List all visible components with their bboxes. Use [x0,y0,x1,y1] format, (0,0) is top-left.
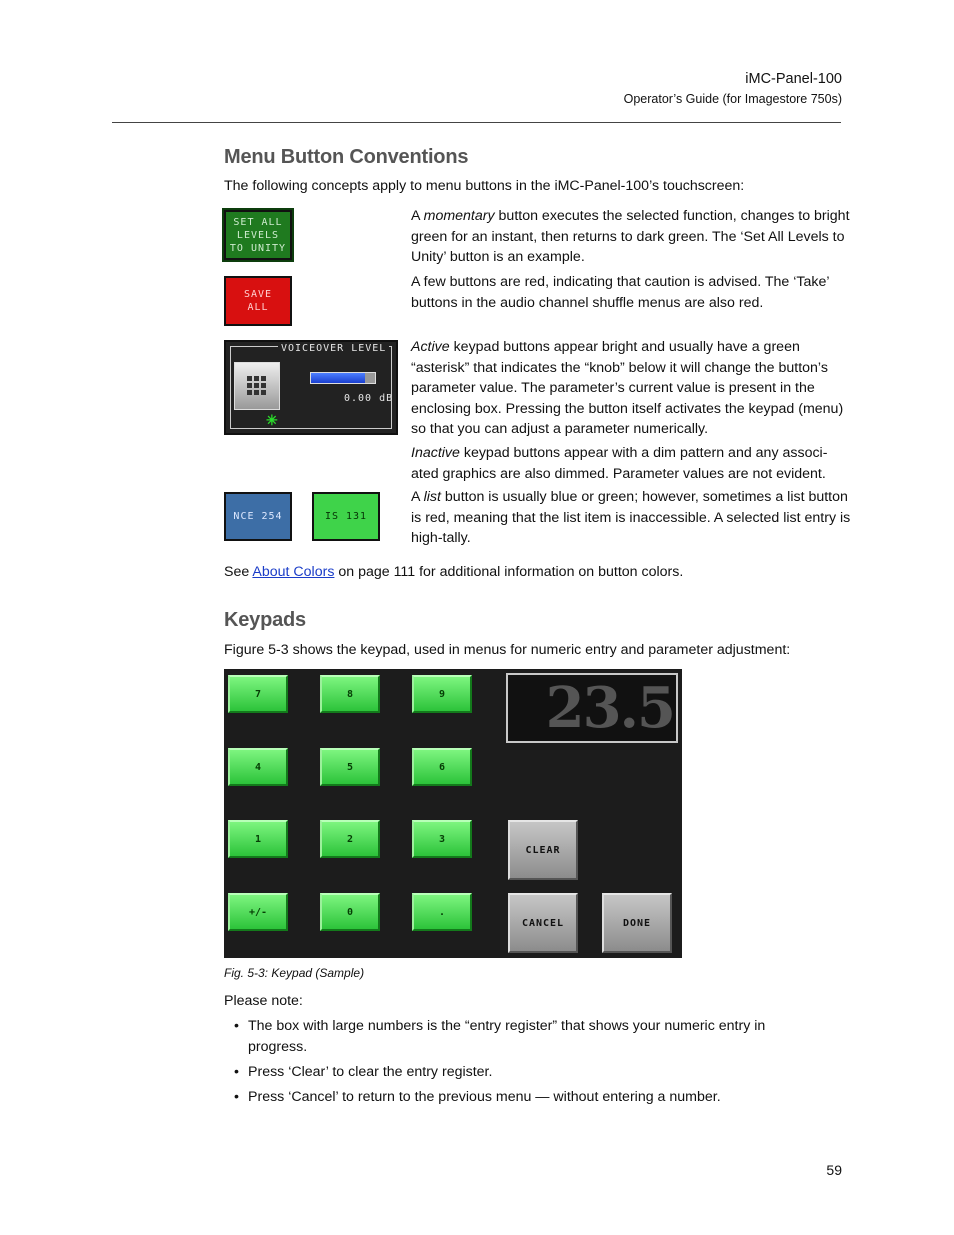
key-plus-minus[interactable]: +/- [228,893,288,931]
about-colors-link[interactable]: About Colors [252,564,335,580]
key-0[interactable]: 0 [320,893,380,931]
key-9[interactable]: 9 [412,675,472,713]
caution-description: A few buttons are red, indicating that caution is advised. The ‘Take’ buttons in the audio channel shuffle menus are also red. [411,274,829,311]
keypad-icon-button [234,362,280,410]
notes-list [224,1016,824,1112]
header-product: iMC-Panel-100 [745,71,842,87]
key-1[interactable]: 1 [228,820,288,858]
key-decimal[interactable]: . [412,893,472,931]
key-7[interactable]: 7 [228,675,288,713]
section-title-menu-buttons: Menu Button Conventions [224,146,469,168]
active-description: Active keypad buttons appear bright and usually have a green “asterisk” that indicates the “knob” below it will change the button’s parameter value. The parameter’s current value is present in the enclosing box. Pressing the button itself activates the keypad (menu) so that you can adjust a parameter numerically. [411,339,844,437]
note-item: • The box with large numbers is the “entry register” that shows your numeric entry in progress. [224,1016,824,1057]
momentary-description: A momentary button executes the selected function, changes to bright green for an instant, then returns to dark green. The ‘Set All Levels to Unity’ button is an example. [411,208,850,265]
note-item: • Press ‘Cancel’ to return to the previous menu — without entering a number. [224,1087,824,1108]
section2-intro: Figure 5-3 shows the keypad, used in menus for numeric entry and parameter adjustment: [224,642,791,658]
entry-register [506,673,678,743]
key-2[interactable]: 2 [320,820,380,858]
key-5[interactable]: 5 [320,748,380,786]
figure-caption: Fig. 5-3: Keypad (Sample) [224,966,365,980]
inactive-description: Inactive keypad buttons appear with a dim pattern and any associ-ated graphics are also dimmed. Parameter values are not evident. [411,445,828,482]
done-button[interactable]: DONE [602,893,672,953]
set-all-levels-button [224,210,292,260]
key-4[interactable]: 4 [228,748,288,786]
section1-intro: The following concepts apply to menu buttons in the iMC-Panel-100’s touchscreen: [224,178,745,194]
list-button-green-label: IS 131 [324,511,368,522]
list-button-green [312,492,380,541]
keypad-figure [224,669,682,958]
clear-button[interactable]: CLEAR [508,820,578,880]
green-asterisk-icon: ✳ [266,412,278,428]
save-all-label: SAVE ALL [243,289,273,313]
key-6[interactable]: 6 [412,748,472,786]
list-button-blue-label: NCE 254 [233,511,283,522]
level-meter [310,372,376,384]
list-button-blue [224,492,292,541]
cancel-button[interactable]: CANCEL [508,893,578,953]
set-all-levels-label: SET ALL LEVELS TO UNITY [229,216,287,254]
page-number: 59 [826,1162,842,1178]
save-all-button [224,276,292,326]
entry-register-value: 23.5 [545,675,674,741]
widget-title: VOICEOVER LEVEL [278,342,389,355]
voiceover-level-widget [224,340,398,435]
note-item: • Press ‘Clear’ to clear the entry register. [224,1062,824,1083]
please-note-label: Please note: [224,993,303,1009]
see-about-colors: See About Colors on page 111 for additional information on button colors. [224,564,684,580]
widget-value: 0.00 dB [344,393,394,404]
section-title-keypads: Keypads [224,609,306,631]
key-3[interactable]: 3 [412,820,472,858]
key-8[interactable]: 8 [320,675,380,713]
list-description: A list button is usually blue or green; however, sometimes a list button is red, meaning that the list item is inaccessible. A selected list entry is high-tally. [411,489,851,546]
keypad-grid-icon [247,376,267,396]
level-meter-fill [311,373,365,383]
header-rule [112,122,841,123]
header-guide: Operator’s Guide (for Imagestore 750s) [623,92,842,106]
